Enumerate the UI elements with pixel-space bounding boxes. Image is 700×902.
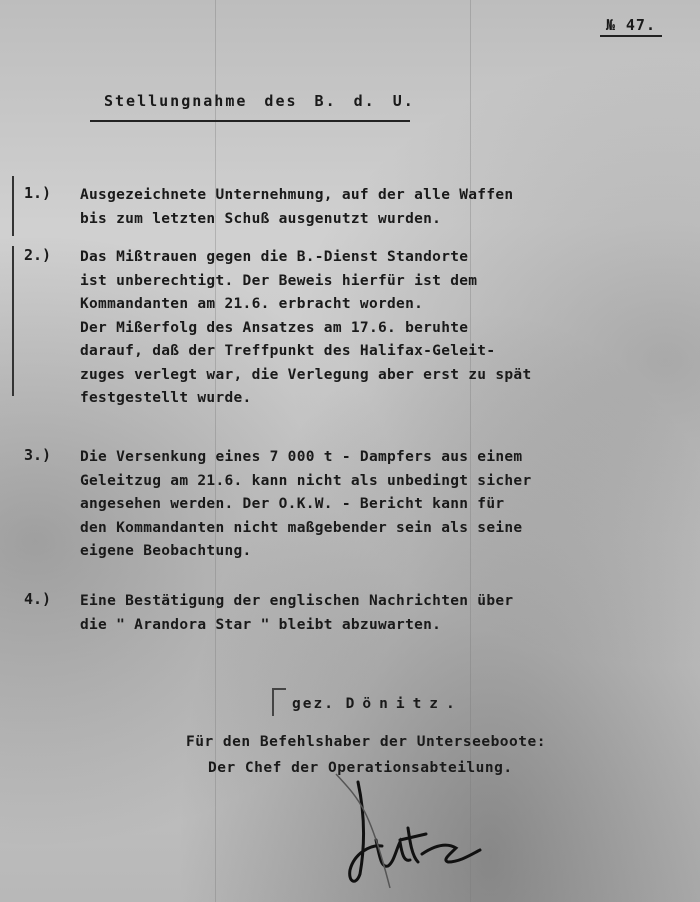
- text-line: eigene Beobachtung.: [80, 543, 252, 559]
- text-line: zuges verlegt war, die Verlegung aber erst zu spät: [80, 366, 532, 383]
- signed-prefix: gez.: [292, 696, 335, 712]
- role-line-2: Der Chef der Operationsabteilung.: [208, 760, 513, 776]
- text-line: den Kommandanten nicht maßgebender sein als seine: [80, 519, 523, 536]
- text-line: Ausgezeichnete Unternehmung, auf der alle Waffen: [80, 187, 514, 203]
- text-line: darauf, daß der Treffpunkt des Halifax-Geleit-: [80, 343, 496, 359]
- text-line: Kommandanten am 21.6. erbracht worden.: [80, 296, 424, 312]
- margin-mark: [12, 246, 14, 396]
- item-text: [80, 246, 660, 411]
- signed-name: Dönitz.: [345, 696, 463, 712]
- item-text: [80, 184, 660, 231]
- text-line: Geleitzug am 21.6. kann nicht als unbedingt sicher: [80, 472, 532, 489]
- item-number: 2.): [24, 246, 52, 264]
- text-line: Der Mißerfolg des Ansatzes am 17.6. beruhte: [80, 319, 469, 336]
- page-number: № 47.: [600, 16, 662, 37]
- text-line: festgestellt wurde.: [80, 390, 252, 406]
- text-line: angesehen werden. Der O.K.W. - Bericht kann für: [80, 496, 505, 512]
- item-number: 3.): [24, 446, 52, 464]
- text-line: Eine Bestätigung der englischen Nachrichten über: [80, 593, 514, 609]
- handwritten-signature-icon: [330, 770, 500, 890]
- item-text: [80, 446, 660, 564]
- signed-bracket: [272, 688, 286, 716]
- text-line: Die Versenkung eines 7 000 t - Dampfers aus einem: [80, 449, 523, 465]
- text-line: die " Arandora Star " bleibt abzuwarten.: [80, 616, 442, 633]
- margin-mark: [12, 176, 14, 236]
- text-line: ist unberechtigt. Der Beweis hierfür ist dem: [80, 272, 478, 289]
- item-text: [80, 590, 660, 637]
- role-line-1: Für den Befehlshaber der Unterseeboote:: [186, 734, 546, 750]
- document-heading: Stellungnahme des B. d. U.: [104, 92, 415, 110]
- signed-line: [292, 696, 700, 712]
- text-line: Das Mißtrauen gegen die B.-Dienst Standorte: [80, 249, 469, 265]
- item-number: 4.): [24, 590, 52, 608]
- text-line: bis zum letzten Schuß ausgenutzt wurden.: [80, 210, 442, 227]
- heading-underline: [90, 120, 410, 122]
- item-number: 1.): [24, 184, 52, 202]
